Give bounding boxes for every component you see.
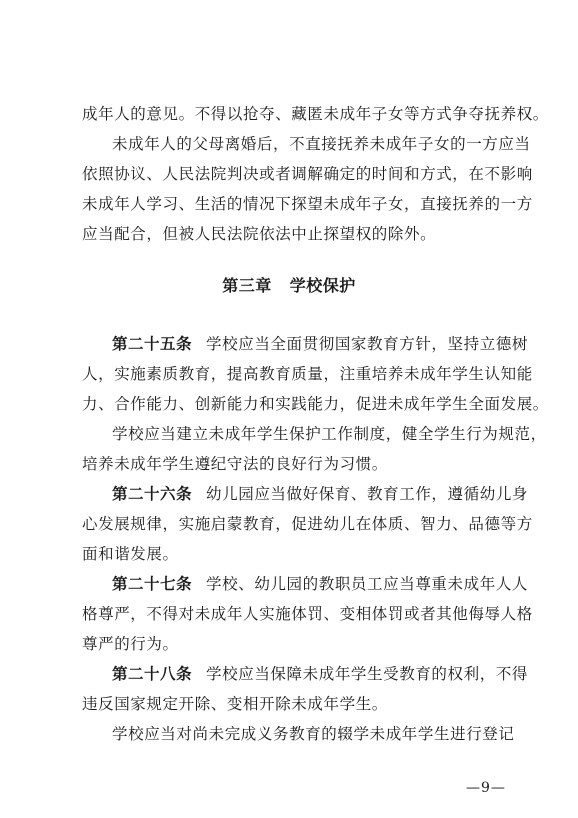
chapter-number: 第三章	[222, 276, 272, 295]
paragraph-line: 面和谐发展。	[82, 545, 179, 563]
chapter-heading	[0, 275, 578, 297]
article-label: 第二十七条	[112, 575, 193, 593]
article-text: 学校、幼儿园的教职员工应当尊重未成年人人	[206, 575, 529, 593]
paragraph-line: 学校应当建立未成年学生保护工作制度，健全学生行为规范，	[112, 425, 547, 443]
chapter-title: 学校保护	[289, 276, 356, 295]
paragraph-line: 违反国家规定开除、变相开除未成年学生。	[82, 695, 388, 713]
article-text: 学校应当保障未成年学生受教育的权利，不得	[206, 665, 529, 683]
paragraph-line: 学校应当对尚未完成义务教育的辍学未成年学生进行登记	[112, 725, 515, 743]
paragraph-line: 尊严的行为。	[82, 635, 179, 653]
paragraph-line: 人，实施素质教育，提高教育质量，注重培养未成年学生认知能	[82, 365, 533, 383]
article-text: 幼儿园应当做好保育、教育工作，遵循幼儿身	[206, 485, 529, 503]
paragraph-line: 未成年人学习、生活的情况下探望未成年子女，直接抚养的一方	[82, 195, 533, 213]
article-first-line	[112, 333, 529, 355]
paragraph-line: 格尊严，不得对未成年人实施体罚、变相体罚或者其他侮辱人格	[82, 605, 533, 623]
article-label: 第二十八条	[112, 665, 193, 683]
paragraph-line: 培养未成年学生遵纪守法的良好行为习惯。	[82, 455, 388, 473]
paragraph-line: 依照协议、人民法院判决或者调解确定的时间和方式，在不影响	[82, 165, 533, 183]
article-label: 第二十五条	[112, 335, 193, 353]
article-first-line	[112, 573, 529, 595]
paragraph-line: 心发展规律，实施启蒙教育，促进幼儿在体质、智力、品德等方	[82, 515, 533, 533]
page-number: —9—	[466, 780, 506, 796]
paragraph-line: 未成年人的父母离婚后，不直接抚养未成年子女的一方应当	[112, 135, 531, 153]
paragraph-line: 应当配合，但被人民法院依法中止探望权的除外。	[82, 225, 437, 243]
article-first-line	[112, 663, 529, 685]
paragraph-line: 成年人的意见。不得以抢夺、藏匿未成年子女等方式争夺抚养权。	[82, 105, 549, 123]
paragraph-line: 力、合作能力、创新能力和实践能力，促进未成年学生全面发展。	[82, 395, 549, 413]
article-label: 第二十六条	[112, 485, 193, 503]
article-text: 学校应当全面贯彻国家教育方针，坚持立德树	[206, 335, 529, 353]
article-first-line	[112, 483, 529, 505]
